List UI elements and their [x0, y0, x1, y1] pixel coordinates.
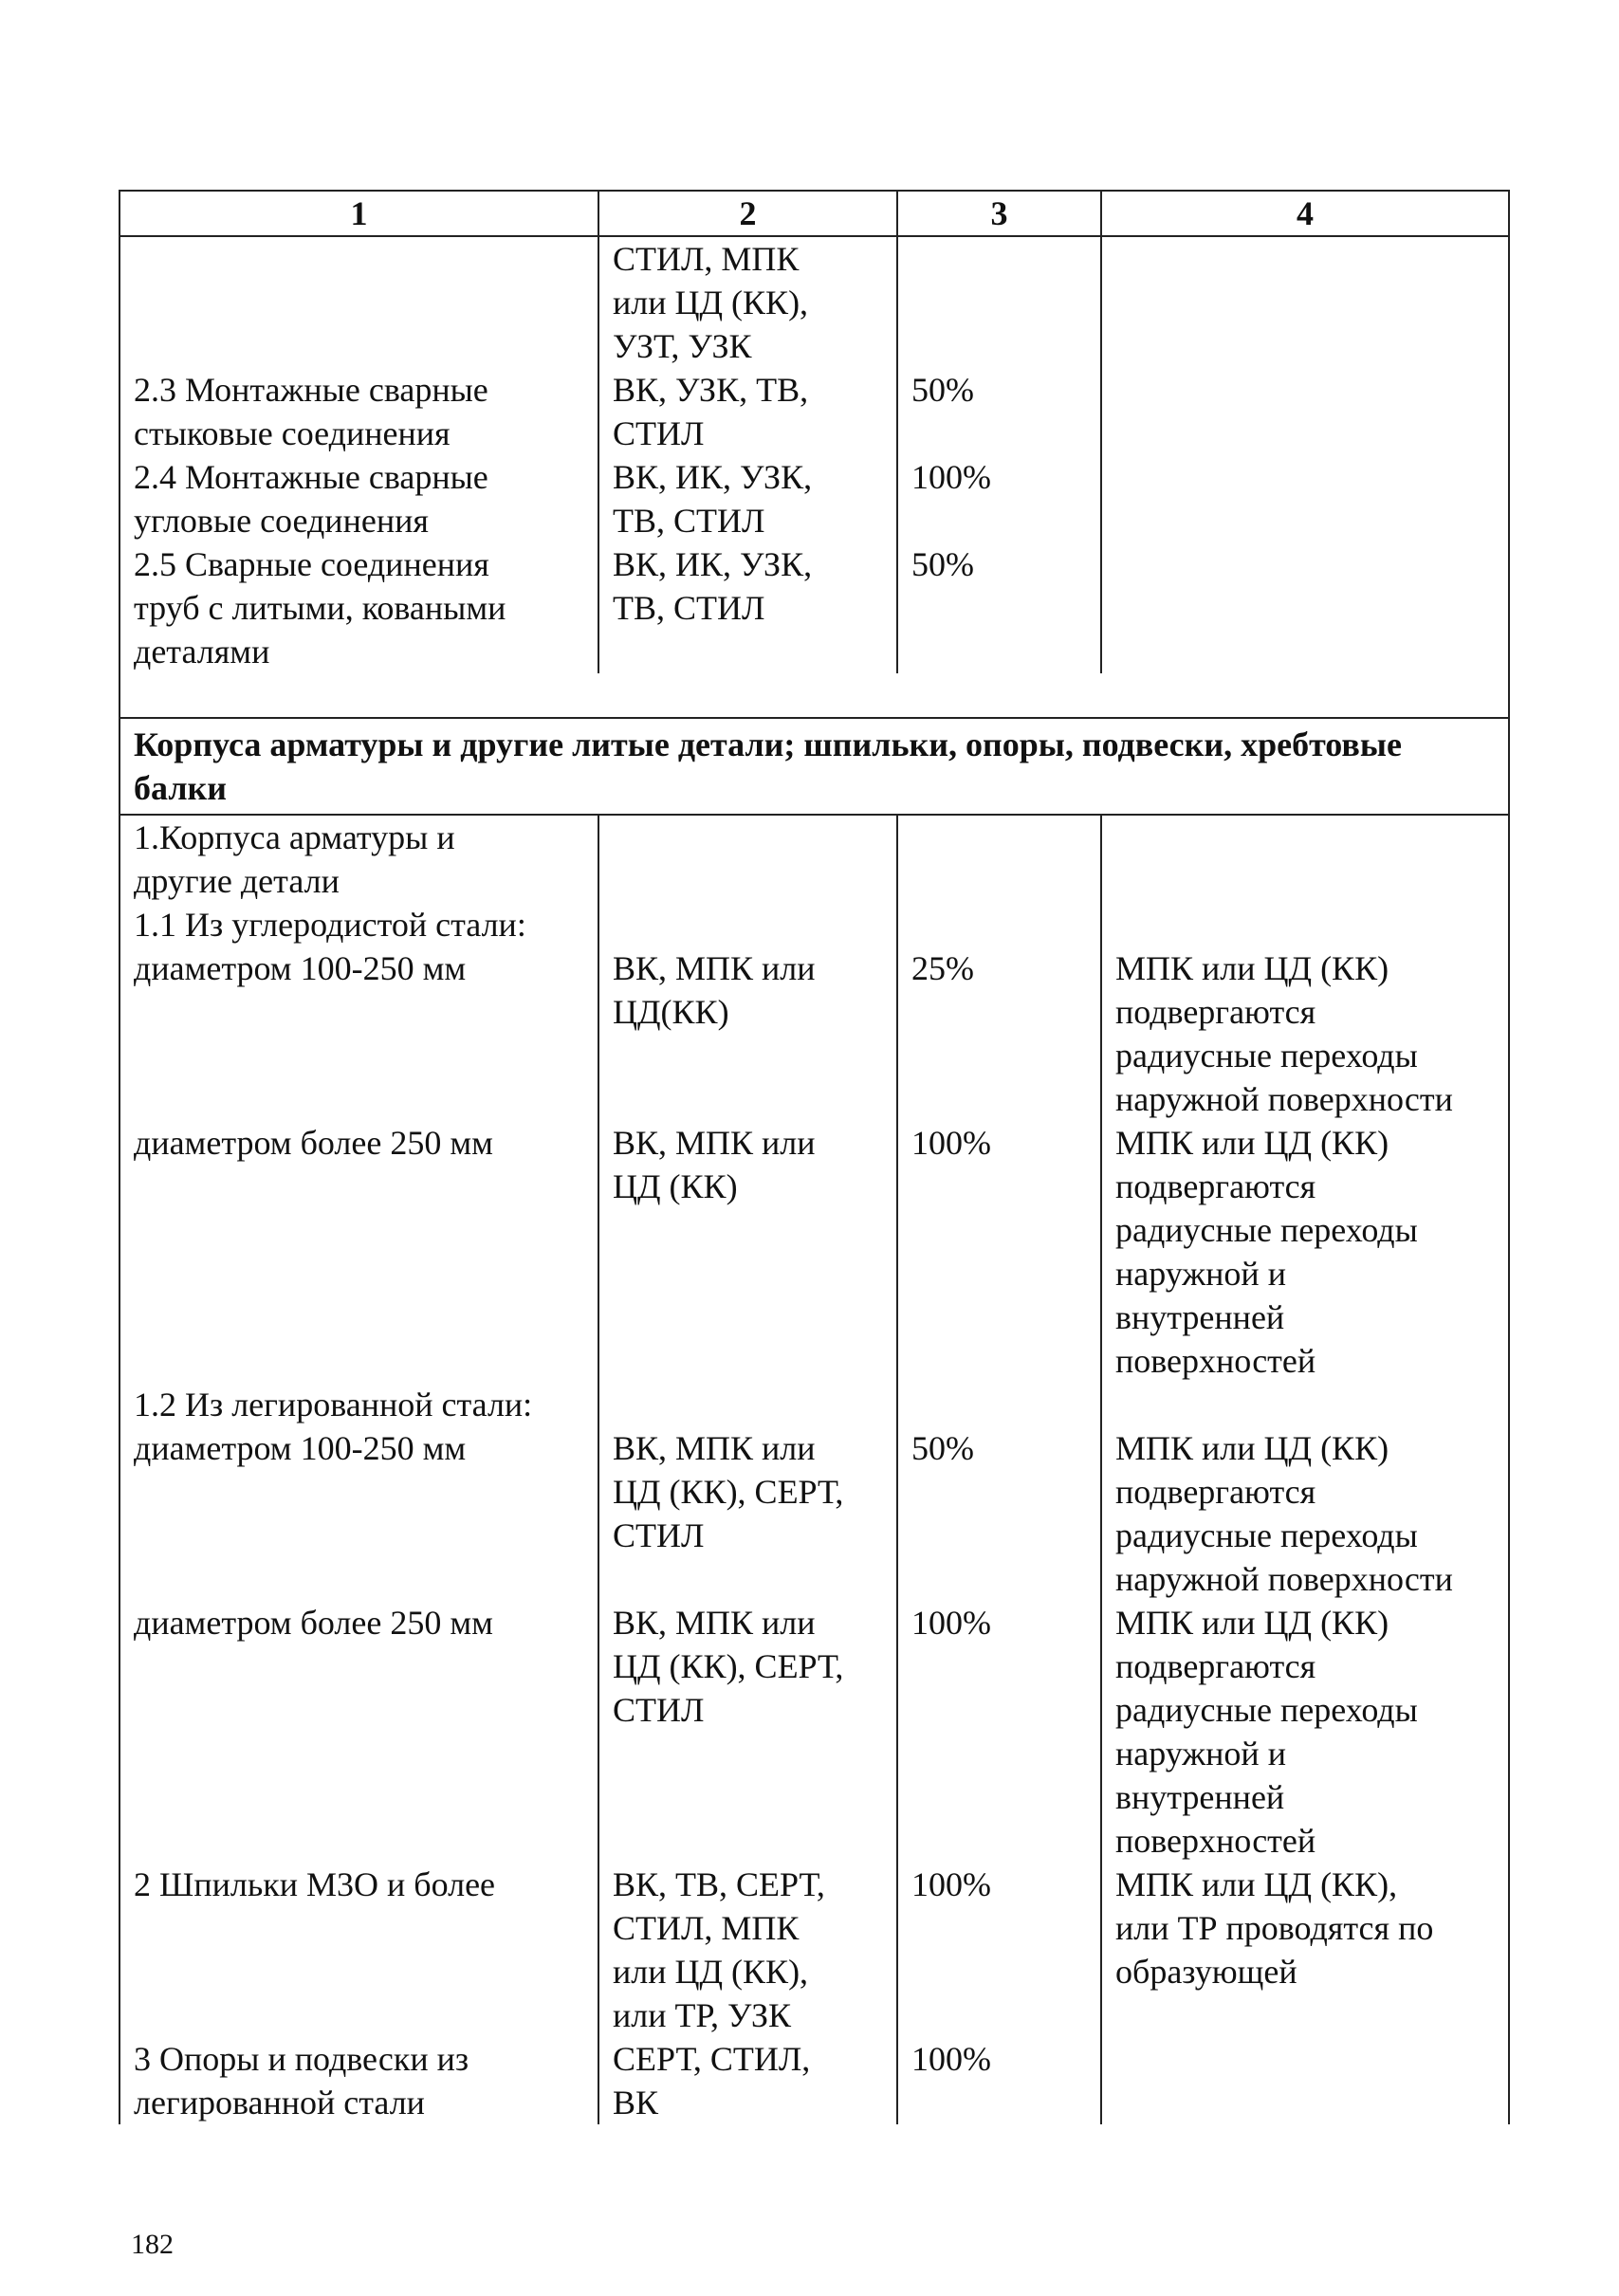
- table-cell: ВК, МПК или ЦД (КК), СЕРТ, СТИЛ: [598, 1426, 897, 1601]
- page-number: 182: [131, 2229, 174, 2260]
- table-cell: ВК, ИК, УЗК, ТВ, СТИЛ: [598, 542, 897, 673]
- table-cell: 3 Опоры и подвески из легированной стали: [120, 2037, 598, 2124]
- document-table: [119, 190, 1510, 2124]
- table-header-row: [120, 191, 1509, 236]
- table-cell: [1101, 1383, 1509, 1426]
- table-cell: диаметром более 250 мм: [120, 1601, 598, 1863]
- table-cell: 1.2 Из легированной стали:: [120, 1383, 598, 1426]
- table-row: [120, 1863, 1509, 2037]
- table-cell: 2.5 Сварные соединения труб с литыми, коваными деталями: [120, 542, 598, 673]
- table-row: [120, 368, 1509, 455]
- table-cell: [897, 815, 1101, 946]
- table-cell: 100%: [897, 455, 1101, 542]
- header-cell: 2: [598, 191, 897, 236]
- table-cell: [897, 1383, 1101, 1426]
- table-cell: ВК, МПК или ЦД (КК), СЕРТ, СТИЛ: [598, 1601, 897, 1863]
- table-cell: [598, 815, 897, 946]
- table-cell: [1101, 236, 1509, 368]
- section-heading-row: [120, 718, 1509, 815]
- table-cell: МПК или ЦД (КК) подвергаются радиусные переходы наружной и внутренней поверхностей: [1101, 1601, 1509, 1863]
- table-cell: 100%: [897, 1121, 1101, 1383]
- table-cell: 100%: [897, 2037, 1101, 2124]
- table-cell: [897, 236, 1101, 368]
- table-cell: [598, 1383, 897, 1426]
- table-cell: 25%: [897, 946, 1101, 1121]
- table-cell: диаметром 100-250 мм: [120, 1426, 598, 1601]
- table-cell: МПК или ЦД (КК), или ТР проводятся по образующей: [1101, 1863, 1509, 2037]
- table-cell: 50%: [897, 1426, 1101, 1601]
- table-cell: 100%: [897, 1863, 1101, 2037]
- table-cell: ВК, ТВ, СЕРТ, СТИЛ, МПК или ЦД (КК), или ТР, УЗК: [598, 1863, 897, 2037]
- table-cell: [1101, 455, 1509, 542]
- table-cell: МПК или ЦД (КК) подвергаются радиусные переходы наружной и внутренней поверхностей: [1101, 1121, 1509, 1383]
- table-row: [120, 455, 1509, 542]
- table-cell: 100%: [897, 1601, 1101, 1863]
- table-cell: СЕРТ, СТИЛ, ВК: [598, 2037, 897, 2124]
- table-row: [120, 2037, 1509, 2124]
- header-cell: 3: [897, 191, 1101, 236]
- table-cell: [1101, 368, 1509, 455]
- header-cell: 1: [120, 191, 598, 236]
- table-row: [120, 236, 1509, 368]
- table-cell: 2 Шпильки М3О и более: [120, 1863, 598, 2037]
- table-cell: диаметром 100-250 мм: [120, 946, 598, 1121]
- table-row: [120, 1121, 1509, 1383]
- table-cell: [120, 236, 598, 368]
- table-cell: [1101, 815, 1509, 946]
- header-cell: 4: [1101, 191, 1509, 236]
- table-cell: 1.Корпуса арматуры и другие детали 1.1 Из углеродистой стали:: [120, 815, 598, 946]
- table-cell: 50%: [897, 368, 1101, 455]
- table-cell: МПК или ЦД (КК) подвергаются радиусные переходы наружной поверхности: [1101, 1426, 1509, 1601]
- spacer-row: [120, 673, 1509, 718]
- table-cell: ВК, ИК, УЗК, ТВ, СТИЛ: [598, 455, 897, 542]
- table-cell: 2.3 Монтажные сварные стыковые соединения: [120, 368, 598, 455]
- table-cell: ВК, МПК или ЦД(КК): [598, 946, 897, 1121]
- table-row: [120, 1601, 1509, 1863]
- table-row: [120, 1426, 1509, 1601]
- table-cell: ВК, УЗК, ТВ, СТИЛ: [598, 368, 897, 455]
- table-cell: СТИЛ, МПК или ЦД (КК), УЗТ, УЗК: [598, 236, 897, 368]
- table-row: [120, 815, 1509, 946]
- table-cell: диаметром более 250 мм: [120, 1121, 598, 1383]
- table-cell: МПК или ЦД (КК) подвергаются радиусные переходы наружной поверхности: [1101, 946, 1509, 1121]
- table-cell: [1101, 2037, 1509, 2124]
- table-row: [120, 1383, 1509, 1426]
- table-row: [120, 542, 1509, 673]
- table-cell: 2.4 Монтажные сварные угловые соединения: [120, 455, 598, 542]
- table-cell: ВК, МПК или ЦД (КК): [598, 1121, 897, 1383]
- table-cell: [1101, 542, 1509, 673]
- section-heading: Корпуса арматуры и другие литые детали; шпильки, опоры, подвески, хребтовые балки: [120, 718, 1509, 815]
- table-cell: 50%: [897, 542, 1101, 673]
- table-row: [120, 946, 1509, 1121]
